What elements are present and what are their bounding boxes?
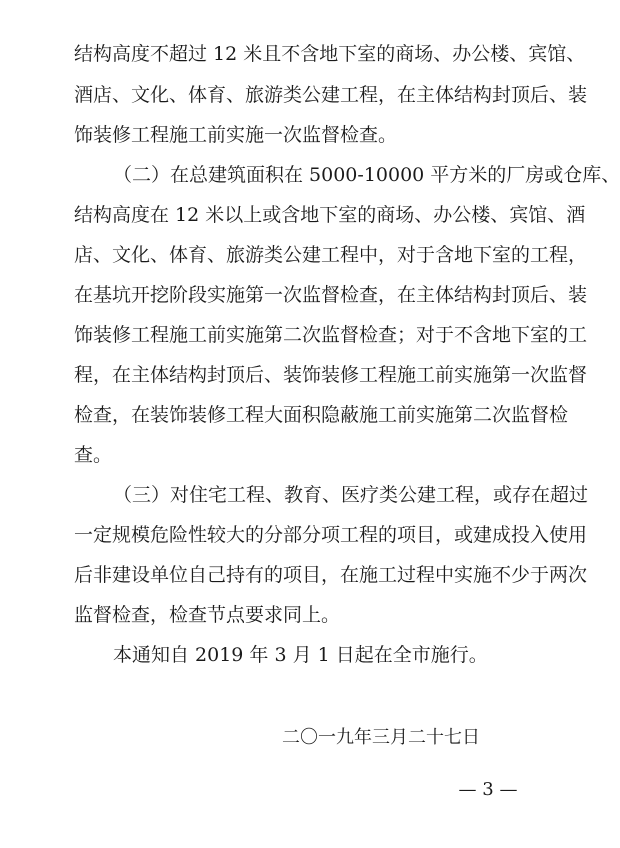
text-line: 饰装修工程施工前实施第二次监督检查；对于不含地下室的工 [74,324,588,346]
text-line: 酒店、文化、体育、旅游类公建工程，在主体结构封顶后、装 [74,84,588,106]
text-line: （三）对住宅工程、教育、医疗类公建工程，或存在超过 [113,484,589,506]
page-number: — 3 — [458,779,518,800]
document-date: 二〇一九年三月二十七日 [282,727,480,748]
text-line: 在基坑开挖阶段实施第一次监督检查，在主体结构封顶后、装 [74,284,588,306]
text-line: （二）在总建筑面积在 5000-10000 平方米的厂房或仓库、 [113,164,620,186]
text-line: 店、文化、体育、旅游类公建工程中，对于含地下室的工程， [74,244,588,266]
text-line: 后非建设单位自己持有的项目，在施工过程中实施不少于两次 [74,564,588,586]
text-line: 本通知自 2019 年 3 月 1 日起在全市施行。 [113,644,488,666]
text-line: 监督检查，检查节点要求同上。 [74,604,341,626]
text-line: 程，在主体结构封顶后、装饰装修工程施工前实施第一次监督 [74,364,588,386]
text-line: 检查，在装饰装修工程大面积隐蔽施工前实施第二次监督检 [74,404,569,426]
text-line: 结构高度在 12 米以上或含地下室的商场、办公楼、宾馆、酒 [74,204,586,226]
text-line: 饰装修工程施工前实施一次监督检查。 [74,124,398,146]
text-line: 一定规模危险性较大的分部分项工程的项目，或建成投入使用 [74,524,588,546]
text-line: 结构高度不超过 12 米且不含地下室的商场、办公楼、宾馆、 [74,43,586,65]
text-line: 查。 [74,444,113,466]
